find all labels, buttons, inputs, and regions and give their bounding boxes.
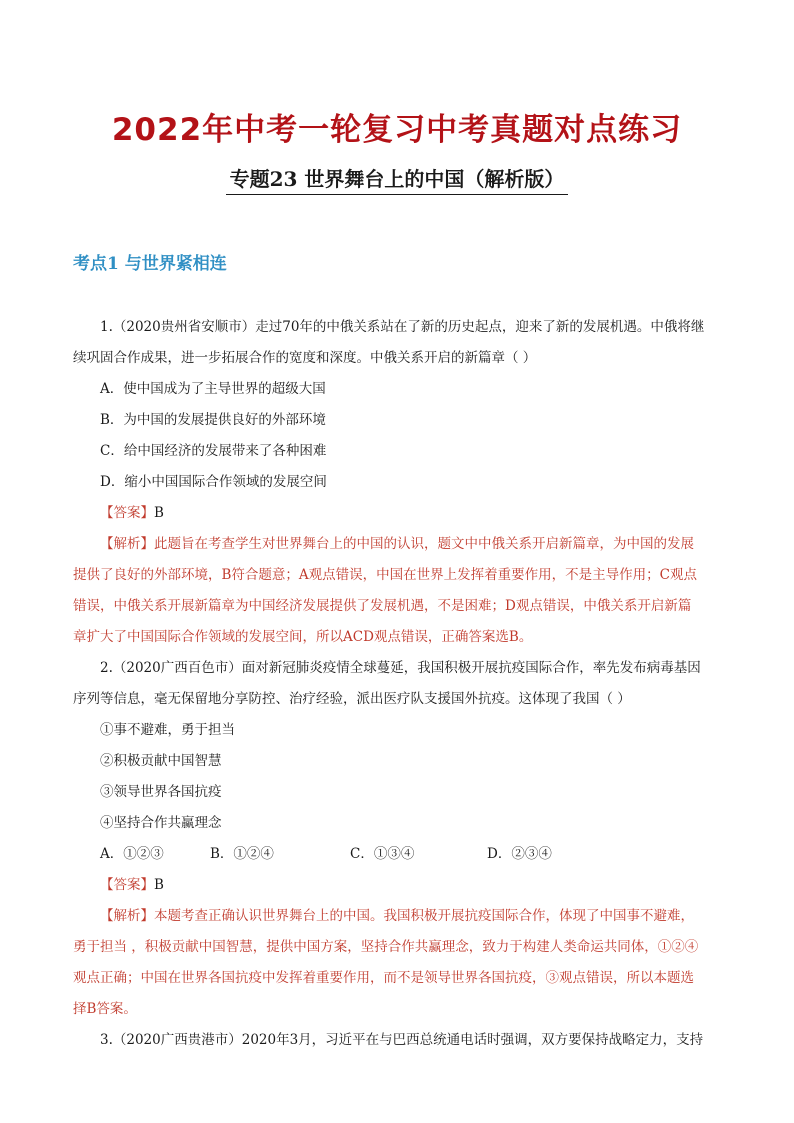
q1-stem-line2: 续巩固合作成果，进一步拓展合作的宽度和深度。中俄关系开启的新篇章（ ） [73,350,537,366]
q2-stem-line2: 序列等信息，毫无保留地分享防控、治疗经验，派出医疗队支援国外抗疫。这体现了我国（ ） [73,691,631,707]
answer-tag: 【答案】 [100,877,154,893]
q1-analysis-line4: 章扩大了中国国际合作领域的发展空间，所以ACD观点错误，正确答案选B。 [73,629,533,645]
q2-item-4: ④坚持合作共赢理念 [100,815,222,831]
q1-option-c: C．给中国经济的发展带来了各种困难 [100,443,327,459]
q2-option-d: D．②③④ [487,846,552,862]
q2-stem-line1: 2.（2020广西百色市）面对新冠肺炎疫情全球蔓延，我国积极开展抗疫国际合作，率先发布病毒基因 [100,660,701,676]
q1-stem-line1: 1.（2020贵州省安顺市）走过70年的中俄关系站在了新的历史起点，迎来了新的发展机遇。中俄将继 [100,319,705,335]
main-title: 2022年中考一轮复习中考真题对点练习 [111,112,683,148]
q1-answer [73,498,723,529]
q2-options [73,839,723,870]
q2-analysis-line1 [73,901,723,932]
analysis-text: 此题旨在考查学生对世界舞台上的中国的认识，题文中中俄关系开启新篇章，为中国的发展 [154,536,694,552]
answer-value: B [154,877,164,893]
q1-analysis-line3: 错误，中俄关系开展新篇章为中国经济发展提供了发展机遇，不是困难；D观点错误，中俄关系开启新篇 [73,598,692,614]
q1-option-d: D．缩小中国国际合作领域的发展空间 [100,474,327,490]
q2-item-3: ③领导世界各国抗疫 [100,784,222,800]
q1-analysis-line2: 提供了良好的外部环境，B符合题意；A观点错误，中国在世界上发挥着重要作用，不是主导作用；C观点 [73,567,697,583]
q3-stem-line1: 3.（2020广西贵港市）2020年3月，习近平在与巴西总统通电话时强调，双方要保持战略定力，支持 [100,1032,704,1048]
q2-item-2: ②积极贡献中国智慧 [100,753,222,769]
q2-option-a: A．①②③ [100,846,164,862]
q2-option-c: C．①③④ [350,846,415,862]
q2-option-b: B．①②④ [210,846,274,862]
analysis-tag: 【解析】 [100,908,154,924]
analysis-text: 本题考查正确认识世界舞台上的中国。我国积极开展抗疫国际合作，体现了中国事不避难， [154,908,694,924]
sub-title-text: 专题23 世界舞台上的中国（解析版） [226,163,569,195]
q1-option-a: A．使中国成为了主导世界的超级大国 [100,381,326,397]
q2-item-1: ①事不避难，勇于担当 [100,722,235,738]
sub-title [0,163,794,195]
q2-answer [73,870,723,901]
q2-analysis-line4: 择B答案。 [73,1001,137,1017]
q2-analysis-line3: 观点正确；中国在世界各国抗疫中发挥着重要作用，而不是领导世界各国抗疫，③观点错误，所以本题选 [73,970,694,986]
answer-tag: 【答案】 [100,505,154,521]
question-content [73,312,723,1056]
q2-analysis-line2: 勇于担当 ，积极贡献中国智慧，提供中国方案，坚持合作共赢理念，致力于构建人类命运共同体，①②④ [73,939,699,955]
q1-analysis-line1 [73,529,723,560]
section-heading: 考点1 与世界紧相连 [73,254,227,274]
answer-value: B [154,505,164,521]
q1-option-b: B．为中国的发展提供良好的外部环境 [100,412,326,428]
analysis-tag: 【解析】 [100,536,154,552]
